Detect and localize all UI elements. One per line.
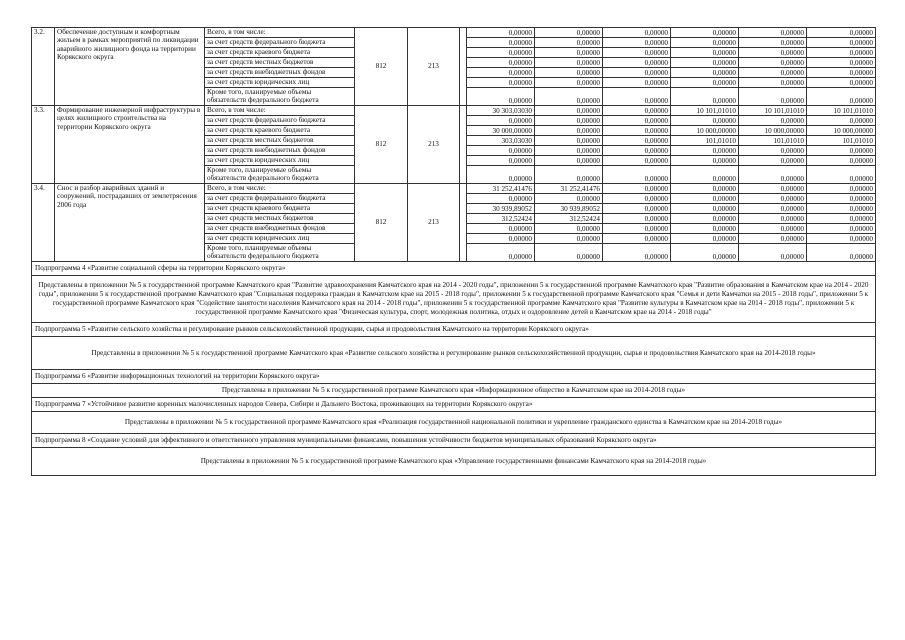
value-cell: 0,00000 — [535, 88, 603, 106]
value-cell: 0,00000 — [603, 184, 671, 194]
value-cell: 101,01010 — [671, 136, 739, 146]
row-label: Кроме того, планируемые объемы обязательств федерального бюджета — [205, 244, 355, 262]
value-cell: 0,00000 — [467, 234, 535, 244]
value-cell: 0,00000 — [603, 204, 671, 214]
sections-body — [32, 28, 876, 262]
value-cell: 0,00000 — [671, 88, 739, 106]
subprogram-note: Представлены в приложении № 5 к государственной программе Камчатского края «Реализация государственной национальной политики и укрепление гражданского единства в Камчатском крае на 2014-2018 годы» — [32, 412, 876, 434]
value-cell: 0,00000 — [467, 116, 535, 126]
value-cell: 0,00000 — [671, 184, 739, 194]
value-cell: 0,00000 — [603, 28, 671, 38]
value-cell: 0,00000 — [807, 146, 876, 156]
value-cell: 0,00000 — [535, 136, 603, 146]
value-cell: 0,00000 — [671, 204, 739, 214]
value-cell: 0,00000 — [739, 78, 807, 88]
row-label: за счет средств местных бюджетов — [205, 214, 355, 224]
value-cell: 0,00000 — [671, 28, 739, 38]
value-cell: 0,00000 — [603, 156, 671, 166]
value-cell: 0,00000 — [535, 166, 603, 184]
value-cell: 0,00000 — [671, 166, 739, 184]
row-label: за счет средств федерального бюджета — [205, 116, 355, 126]
value-cell: 0,00000 — [535, 48, 603, 58]
value-cell: 0,00000 — [739, 58, 807, 68]
row-label: за счет средств федерального бюджета — [205, 194, 355, 204]
table-row — [32, 28, 876, 38]
value-cell: 0,00000 — [467, 28, 535, 38]
row-label: Всего, в том числе: — [205, 28, 355, 38]
value-cell: 0,00000 — [807, 166, 876, 184]
value-cell: 0,00000 — [739, 116, 807, 126]
value-cell: 0,00000 — [535, 234, 603, 244]
value-cell: 101,01010 — [739, 136, 807, 146]
value-cell: 30 939,89052 — [535, 204, 603, 214]
spacer-cell — [460, 184, 467, 262]
value-cell: 0,00000 — [807, 214, 876, 224]
value-cell: 0,00000 — [535, 78, 603, 88]
subprogram-note-row — [32, 384, 876, 398]
value-cell: 31 252,41476 — [467, 184, 535, 194]
subprogram-note: Представлены в приложении № 5 к государственной программе Камчатского края «Управление государственными финансами Камчатского края на 2014-2018 годы» — [32, 448, 876, 476]
value-cell: 0,00000 — [807, 244, 876, 262]
value-cell: 0,00000 — [739, 146, 807, 156]
row-label: за счет средств юридических лиц — [205, 234, 355, 244]
value-cell: 0,00000 — [467, 38, 535, 48]
value-cell: 0,00000 — [739, 194, 807, 204]
value-cell: 0,00000 — [467, 48, 535, 58]
value-cell: 0,00000 — [671, 194, 739, 204]
row-label: за счет средств юридических лиц — [205, 78, 355, 88]
subprogram-row — [32, 370, 876, 384]
value-cell: 0,00000 — [535, 106, 603, 116]
value-cell: 0,00000 — [535, 28, 603, 38]
subprogram-title: Подпрограмма 6 «Развитие информационных технологий на территории Корякского округа» — [32, 370, 876, 384]
value-cell: 30 939,89052 — [467, 204, 535, 214]
row-label: за счет средств краевого бюджета — [205, 48, 355, 58]
value-cell: 0,00000 — [807, 184, 876, 194]
value-cell: 0,00000 — [603, 214, 671, 224]
budget-code: 213 — [408, 28, 460, 106]
spacer-cell — [460, 106, 467, 184]
value-cell: 0,00000 — [807, 88, 876, 106]
value-cell: 10 000,00000 — [739, 126, 807, 136]
value-cell: 0,00000 — [671, 116, 739, 126]
row-label: за счет средств юридических лиц — [205, 156, 355, 166]
value-cell: 0,00000 — [467, 194, 535, 204]
value-cell: 0,00000 — [603, 68, 671, 78]
value-cell: 0,00000 — [535, 194, 603, 204]
value-cell: 0,00000 — [603, 194, 671, 204]
subprogram-row — [32, 434, 876, 448]
value-cell: 10 101,01010 — [671, 106, 739, 116]
value-cell: 0,00000 — [739, 234, 807, 244]
value-cell: 0,00000 — [807, 68, 876, 78]
value-cell: 0,00000 — [671, 224, 739, 234]
subprograms-body — [32, 262, 876, 476]
value-cell: 10 000,00000 — [671, 126, 739, 136]
value-cell: 0,00000 — [467, 78, 535, 88]
value-cell: 0,00000 — [603, 58, 671, 68]
section-name: Формирование инженерной инфраструктуры в целях жилищного строительства на территории Корякского округа — [55, 106, 205, 184]
value-cell: 0,00000 — [603, 38, 671, 48]
subprogram-row — [32, 398, 876, 412]
value-cell: 0,00000 — [603, 244, 671, 262]
subprogram-note: Представлены в приложении № 5 к государственной программе Камчатского края "Развитие здравоохранения Камчатского края на 2014 - 2020 годы", приложении 5 к государственной программе Камчатского края "Развитие образования в Камчатском крае на 2014 - 2020 годы", приложении 5 к государственной программе Камчатского края "Социальная поддержка граждан в Камчатском крае на 2015 - 2018 годы", приложении 5 к государственной программе Камчатского края "Семья и дети Камчатки на 2015 - 2018 годы", приложении 5 к государственной программе Камчатского края "Содействие занятости населения Камчатского края на 2014 - 2018 годы", приложении 5 к государственной программе Камчатского края "Развитие культуры в Камчатском крае на 2014 - 2018 годы", приложении 5 к государственной программе Камчатского края "Физическая культура, спорт, молодежная политика, отдых и оздоровление детей в Камчатском крае на 2014 - 2018 годы" — [32, 276, 876, 323]
budget-code: 213 — [408, 106, 460, 184]
value-cell: 0,00000 — [807, 224, 876, 234]
section-number: 3.3. — [32, 106, 55, 184]
section-number: 3.4. — [32, 184, 55, 262]
value-cell: 0,00000 — [739, 48, 807, 58]
row-label: за счет средств местных бюджетов — [205, 136, 355, 146]
value-cell: 0,00000 — [671, 58, 739, 68]
value-cell: 0,00000 — [467, 156, 535, 166]
value-cell: 0,00000 — [467, 166, 535, 184]
value-cell: 31 252,41476 — [535, 184, 603, 194]
row-label: за счет средств внебюджетных фондов — [205, 224, 355, 234]
value-cell: 0,00000 — [535, 116, 603, 126]
value-cell: 0,00000 — [535, 156, 603, 166]
value-cell: 0,00000 — [603, 126, 671, 136]
subprogram-note: Представлены в приложении № 5 к государственной программе Камчатского края «Информационное общество в Камчатском крае на 2014-2018 годы» — [32, 384, 876, 398]
value-cell: 0,00000 — [603, 166, 671, 184]
value-cell: 303,03030 — [467, 136, 535, 146]
value-cell: 0,00000 — [603, 146, 671, 156]
value-cell: 0,00000 — [535, 68, 603, 78]
value-cell: 0,00000 — [467, 68, 535, 78]
subprogram-note-row — [32, 276, 876, 323]
value-cell: 0,00000 — [603, 48, 671, 58]
value-cell: 0,00000 — [671, 146, 739, 156]
value-cell: 0,00000 — [535, 244, 603, 262]
budget-code: 812 — [355, 106, 408, 184]
value-cell: 0,00000 — [739, 88, 807, 106]
subprogram-note: Представлены в приложении № 5 к государственной программе Камчатского края «Развитие сельского хозяйства и регулирование рынков сельскохозяйственной продукции, сырья и продовольствия Камчатского края на 2014-2018 годы» — [32, 337, 876, 370]
value-cell: 101,01010 — [807, 136, 876, 146]
value-cell: 0,00000 — [535, 126, 603, 136]
value-cell: 0,00000 — [739, 166, 807, 184]
value-cell: 0,00000 — [807, 116, 876, 126]
row-label: Кроме того, планируемые объемы обязательств федерального бюджета — [205, 88, 355, 106]
value-cell: 0,00000 — [807, 78, 876, 88]
value-cell: 0,00000 — [671, 214, 739, 224]
budget-code: 812 — [355, 28, 408, 106]
value-cell: 0,00000 — [739, 214, 807, 224]
value-cell: 0,00000 — [807, 58, 876, 68]
value-cell: 0,00000 — [603, 78, 671, 88]
value-cell: 0,00000 — [671, 48, 739, 58]
value-cell: 0,00000 — [807, 48, 876, 58]
row-label: Кроме того, планируемые объемы обязательств федерального бюджета — [205, 166, 355, 184]
row-label: Всего, в том числе: — [205, 184, 355, 194]
value-cell: 0,00000 — [535, 38, 603, 48]
row-label: за счет средств местных бюджетов — [205, 58, 355, 68]
value-cell: 0,00000 — [467, 224, 535, 234]
value-cell: 10 101,01010 — [739, 106, 807, 116]
value-cell: 0,00000 — [467, 88, 535, 106]
value-cell: 0,00000 — [467, 244, 535, 262]
subprogram-title: Подпрограмма 5 «Развитие сельского хозяйства и регулирование рынков сельскохозяйственной продукции, сырья и продовольствия Камчатского на территории Корякского округа» — [32, 323, 876, 337]
value-cell: 10 101,01010 — [807, 106, 876, 116]
value-cell: 0,00000 — [807, 156, 876, 166]
subprogram-note-row — [32, 337, 876, 370]
value-cell: 0,00000 — [467, 146, 535, 156]
subprogram-title: Подпрограмма 8 «Создание условий для эффективного и ответственного управления муниципальными финансами, повышения устойчивости бюджетов муниципальных образований Корякского округа» — [32, 434, 876, 448]
budget-code: 213 — [408, 184, 460, 262]
row-label: за счет средств федерального бюджета — [205, 38, 355, 48]
value-cell: 312,52424 — [467, 214, 535, 224]
value-cell: 0,00000 — [671, 234, 739, 244]
value-cell: 0,00000 — [739, 28, 807, 38]
value-cell: 0,00000 — [603, 234, 671, 244]
table-row — [32, 184, 876, 194]
value-cell: 0,00000 — [535, 146, 603, 156]
value-cell: 0,00000 — [671, 38, 739, 48]
value-cell: 0,00000 — [739, 204, 807, 214]
value-cell: 0,00000 — [603, 88, 671, 106]
subprogram-note-row — [32, 448, 876, 476]
value-cell: 0,00000 — [603, 116, 671, 126]
subprogram-row — [32, 323, 876, 337]
subprogram-title: Подпрограмма 7 «Устойчивое развитие коренных малочисленных народов Севера, Сибири и Дальнего Востока, проживающих на территории Корякского округа» — [32, 398, 876, 412]
spacer-cell — [460, 28, 467, 106]
value-cell: 0,00000 — [467, 58, 535, 68]
value-cell: 0,00000 — [739, 68, 807, 78]
value-cell: 0,00000 — [535, 58, 603, 68]
value-cell: 30 000,00000 — [467, 126, 535, 136]
value-cell: 0,00000 — [739, 184, 807, 194]
row-label: за счет средств внебюджетных фондов — [205, 146, 355, 156]
section-number: 3.2. — [32, 28, 55, 106]
value-cell: 10 000,00000 — [807, 126, 876, 136]
value-cell: 0,00000 — [603, 136, 671, 146]
value-cell: 0,00000 — [603, 106, 671, 116]
section-name: Обеспечение доступным и комфортным жильем в рамках мероприятий по ликвидации аварийного жилищного фонда на территории Корякского округа — [55, 28, 205, 106]
table-row — [32, 106, 876, 116]
subprogram-note-row — [32, 412, 876, 434]
budget-table — [31, 27, 876, 476]
value-cell: 0,00000 — [807, 234, 876, 244]
value-cell: 0,00000 — [671, 244, 739, 262]
value-cell: 0,00000 — [671, 68, 739, 78]
value-cell: 0,00000 — [739, 224, 807, 234]
row-label: за счет средств внебюджетных фондов — [205, 68, 355, 78]
value-cell: 0,00000 — [739, 38, 807, 48]
row-label: Всего, в том числе: — [205, 106, 355, 116]
value-cell: 0,00000 — [671, 156, 739, 166]
row-label: за счет средств краевого бюджета — [205, 126, 355, 136]
value-cell: 0,00000 — [739, 156, 807, 166]
subprogram-row — [32, 262, 876, 276]
value-cell: 0,00000 — [807, 38, 876, 48]
row-label: за счет средств краевого бюджета — [205, 204, 355, 214]
value-cell: 30 303,03030 — [467, 106, 535, 116]
value-cell: 0,00000 — [671, 78, 739, 88]
value-cell: 0,00000 — [807, 194, 876, 204]
value-cell: 0,00000 — [603, 224, 671, 234]
value-cell: 0,00000 — [807, 204, 876, 214]
value-cell: 312,52424 — [535, 214, 603, 224]
value-cell: 0,00000 — [535, 224, 603, 234]
value-cell: 0,00000 — [739, 244, 807, 262]
subprogram-title: Подпрограмма 4 «Развитие социальной сферы на территории Корякского округа» — [32, 262, 876, 276]
budget-code: 812 — [355, 184, 408, 262]
value-cell: 0,00000 — [807, 28, 876, 38]
section-name: Снос и разбор аварийных зданий и сооружений, пострадавших от землетрясения 2006 года — [55, 184, 205, 262]
